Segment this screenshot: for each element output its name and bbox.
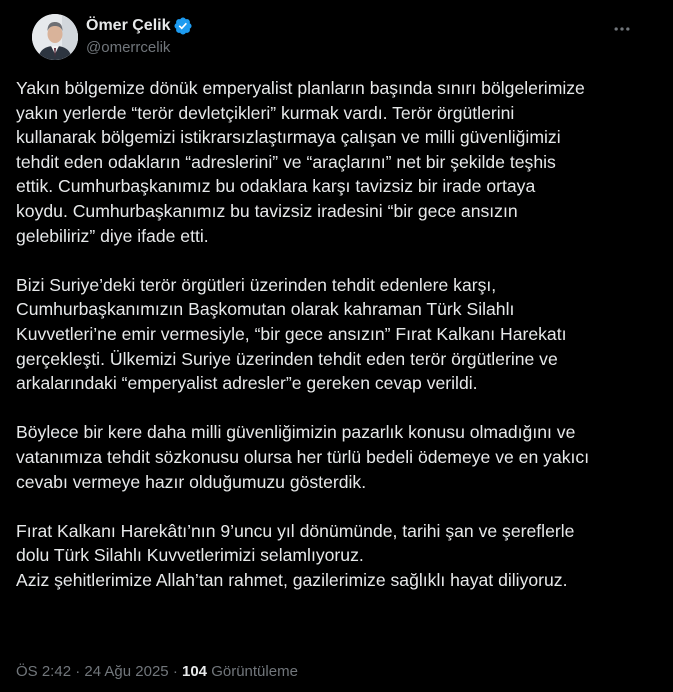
views-count: 104 bbox=[182, 663, 208, 680]
author-names bbox=[86, 15, 193, 56]
views-label: Görüntüleme bbox=[207, 663, 298, 680]
avatar-portrait-icon bbox=[32, 14, 78, 60]
tweet-paragraph: Fırat Kalkanı Harekâtı’nın 9’uncu yıl dönümünde, tarihi şan ve şereflerle dolu Türk Silahlı Kuvvetlerimizi selamlıyoruz. Aziz şehitlerimize Allah’tan rahmet, gazilerimize sağlıklı hayat diliyoruz. bbox=[16, 520, 575, 590]
meta-separator: · bbox=[71, 663, 85, 680]
tweet-header bbox=[16, 0, 657, 72]
tweet-time[interactable]: ÖS 2:42 bbox=[16, 663, 72, 680]
author-handle[interactable]: @omerrcelik bbox=[86, 39, 171, 56]
verified-badge-icon[interactable] bbox=[173, 16, 193, 36]
avatar[interactable] bbox=[32, 14, 78, 60]
more-options-button[interactable] bbox=[607, 14, 637, 44]
more-horizontal-icon bbox=[612, 19, 632, 39]
display-name[interactable]: Ömer Çelik bbox=[86, 17, 171, 34]
tweet-paragraph: Böylece bir kere daha milli güvenliğimizin pazarlık konusu olmadığını ve vatanımıza tehdit sözkonusu olursa her türlü bedeli ödemeye ve en yakıcı cevabı vermeye hazır olduğumuzu gösterdik. bbox=[16, 422, 590, 492]
tweet-text bbox=[16, 76, 656, 617]
tweet-meta bbox=[16, 663, 298, 680]
name-row bbox=[86, 15, 193, 37]
tweet-date[interactable]: 24 Ağu 2025 bbox=[84, 663, 169, 680]
meta-separator: · bbox=[168, 663, 182, 680]
tweet-paragraph: Bizi Suriye’deki terör örgütleri üzerinden tehdit edenlere karşı, Cumhurbaşkanımızın Başkomutan olarak kahraman Türk Silahlı Kuvvetleri’ne emir vermesiyle, “bir gece ansızın” Fırat Kalkanı Harekatı gerçekleşti. Ülkemizi Suriye üzerinden tehdit eden terör örgütlerine ve arkalarındaki “emperyalist adresler”e gereken cevap verildi. bbox=[16, 274, 567, 394]
tweet-paragraph: Yakın bölgemize dönük emperyalist planların başında sınırı bölgelerimize yakın yerlerde “terör devletçikleri” kurmak vardı. Terör örgütlerini kullanarak bölgemizi istikrarsızlaştırmaya çalışan ve milli güvenliğimizi tehdit eden odakların “adreslerini” ve “araçlarını” net bir şekilde teşhis ettik. Cumhurbaşkanımız bu odaklara karşı tavizsiz bir irade ortaya koydu. Cumhurbaşkanımız bu tavizsiz iradesini “bir gece ansızın gelebiliriz” diye ifade etti. bbox=[16, 78, 585, 246]
